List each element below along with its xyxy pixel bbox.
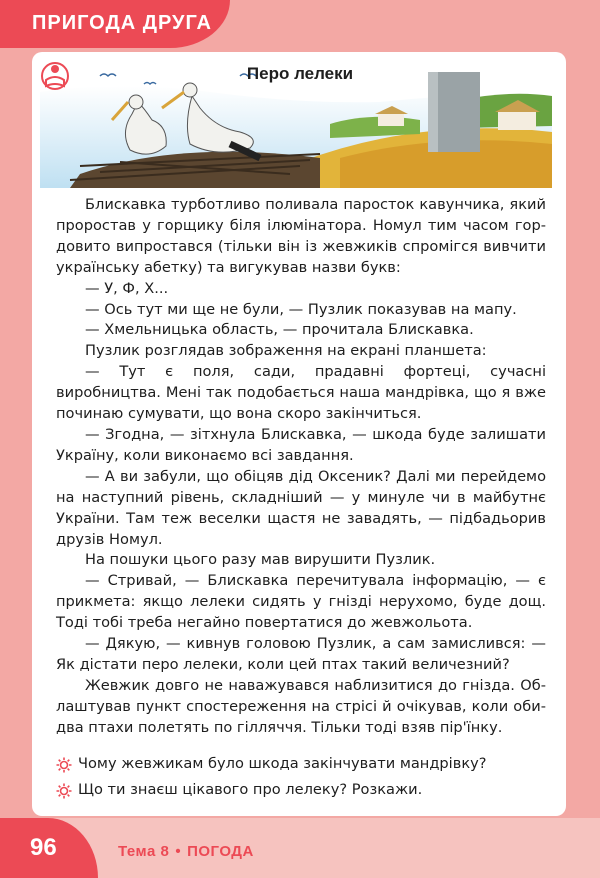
question-text: Чому жевжикам було шкода закінчувати мандрівку?: [78, 755, 487, 772]
sun-icon: [56, 757, 72, 773]
paragraph: — Згодна, — зітхнула Блискавка, — шкода буде залишати Україну, коли виконаємо всі завдання.: [56, 425, 546, 464]
paragraph: — Дякую, — кивнув головою Пузлик, а сам замислився: — Як дістати перо лелеки, коли цей птах такий величезний?: [56, 635, 546, 673]
story-text: [56, 195, 546, 739]
footer-topic: [118, 843, 254, 860]
question-item: [56, 753, 556, 779]
paragraph: — Ось тут ми ще не були, — Пузлик показував на мапу.: [85, 300, 517, 318]
paragraph: — Хмельницька область, — прочитала Блискавка.: [85, 321, 474, 339]
paragraph: — Стривай, — Блискавка перечитувала інформацію, — є прикмета: якщо лелеки сидять у гнізді нерухомо, буде дощ. Тоді тобі треба негайно повертатися до жевжольота.: [56, 572, 546, 632]
sun-icon: [56, 783, 72, 799]
question-item: [56, 779, 556, 805]
paragraph: Пузлик розглядав зображення на екрані планшета:: [85, 342, 487, 360]
subject-label: ПОГОДА: [187, 843, 254, 860]
paragraph: — У, Ф, Х...: [85, 279, 169, 297]
topic-label: Тема 8: [118, 843, 170, 860]
paragraph: Блискавка турботливо поливала паросток кавунчика, який проростав у горщику біля ілюмінатора. Номул тим часом гордовито випростався (тільки він із жевжиків спромігся вивчити українську абетку) та вигукував назви букв:: [56, 196, 546, 276]
paragraph: На пошуки цього разу мав вирушити Пузлик.: [85, 551, 436, 569]
page-number: 96: [30, 834, 57, 861]
separator-dot: •: [175, 843, 182, 860]
paragraph: Жевжик довго не наважувався наблизитися до гнізда. Облаштував пункт спостереження на стрісі й очікував, коли обидва птахи полетять по гілляччя. Тільки тоді взяв пір'їнку.: [56, 676, 546, 736]
paragraph: — А ви забули, що обіцяв дід Оксеник? Далі ми перейдемо на наступний рівень, складніший — у минуле чи в майбутнє України. Там теж веселки щастя не завадять, — підбадьорив друзів Номул.: [56, 467, 546, 548]
paragraph: — Тут є поля, сади, прадавні фортеці, сучасні виробництва. Мені так подобається наша мандрівка, що я вже починаю сумувати, що вона скоро закінчиться.: [56, 363, 546, 423]
section-title: ПРИГОДА ДРУГА: [32, 12, 212, 34]
question-text: Що ти знаєш цікавого про лелеку? Розкажи.: [78, 781, 423, 798]
questions: [56, 753, 556, 805]
story-title: Перо лелеки: [246, 64, 354, 83]
